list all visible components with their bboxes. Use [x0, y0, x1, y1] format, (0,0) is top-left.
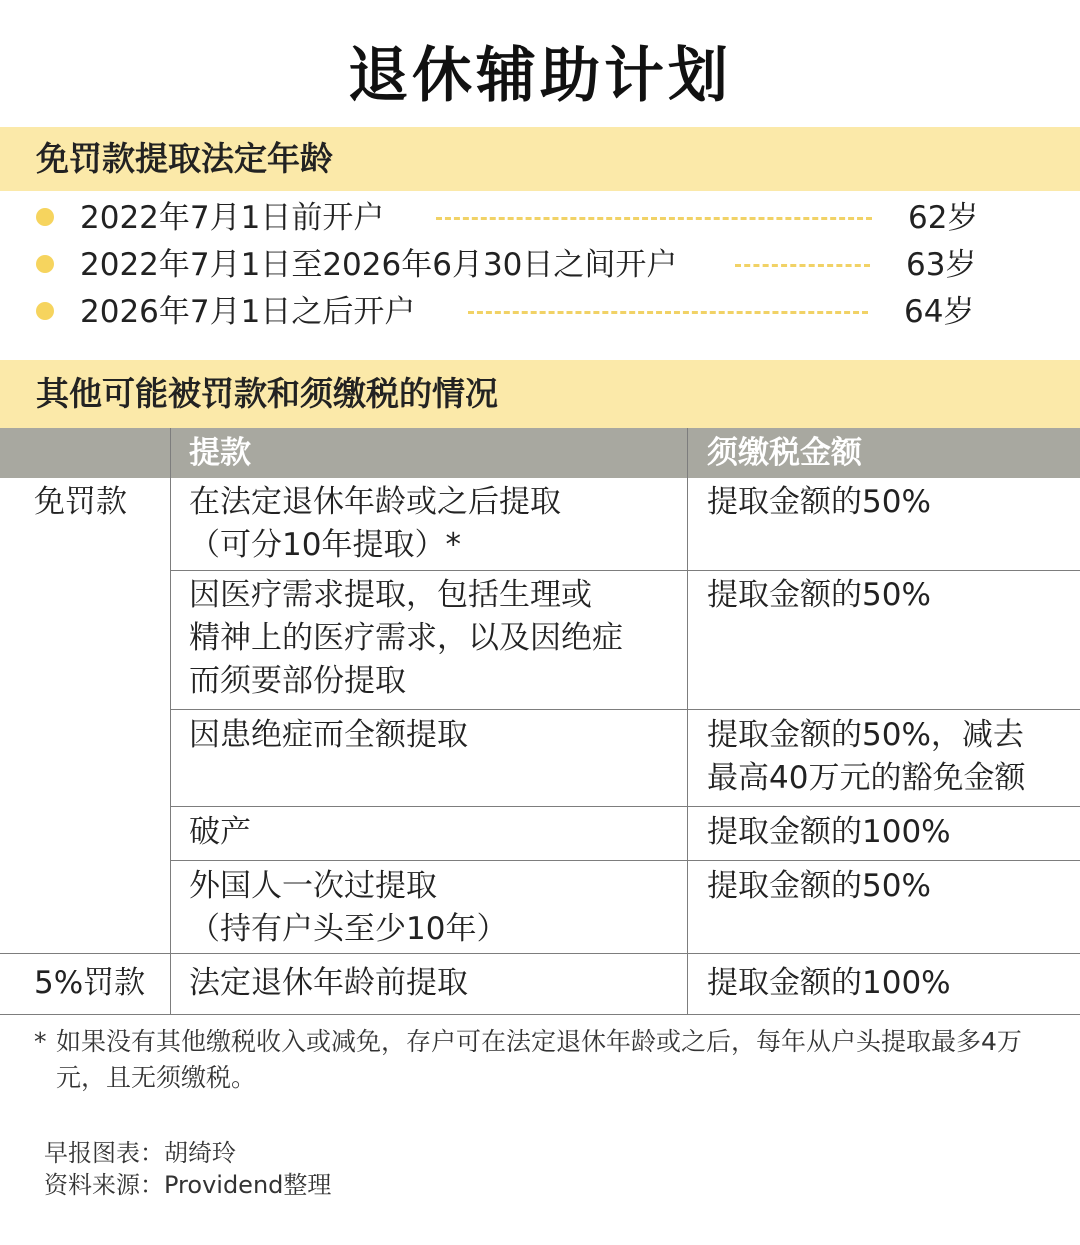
tax-line: 提取金额的100% — [707, 814, 951, 850]
withdrawal-cell — [189, 481, 561, 567]
dashed-leader — [436, 217, 872, 220]
bullet-icon — [36, 255, 54, 273]
age-value: 63岁 — [906, 247, 977, 283]
withdrawal-line: 精神上的医疗需求，以及因绝症 — [189, 620, 623, 656]
withdrawal-line: 在法定退休年龄或之后提取 — [189, 484, 561, 520]
age-row-label: 2026年7月1日之后开户 — [80, 294, 416, 330]
withdrawal-cell — [189, 714, 468, 757]
tax-line: 提取金额的50% — [707, 868, 931, 904]
withdrawal-line: 破产 — [189, 814, 251, 850]
footnote-text: 如果没有其他缴税收入或减免，存户可在法定退休年龄或之后，每年从户头提取最多4万元，且无须缴税。 — [56, 1027, 1022, 1092]
withdrawal-cell — [189, 962, 468, 1005]
tax-cell — [707, 865, 931, 908]
withdrawal-cell — [189, 811, 251, 854]
withdrawal-line: 因医疗需求提取，包括生理或 — [189, 577, 592, 613]
page-title: 退休辅助计划 — [348, 41, 732, 111]
bullet-icon — [36, 208, 54, 226]
withdrawal-line: 法定退休年龄前提取 — [189, 965, 468, 1001]
withdrawal-line: 因患绝症而全额提取 — [189, 717, 468, 753]
withdrawal-line: （可分10年提取）* — [189, 527, 461, 563]
row-divider — [170, 570, 1080, 571]
column-divider — [687, 428, 688, 1014]
row-divider — [0, 1014, 1080, 1015]
footnote-mark: * — [34, 1027, 47, 1056]
table-header — [0, 428, 1080, 478]
source-credit: 资料来源：Providend整理 — [44, 1171, 332, 1199]
tax-line: 提取金额的100% — [707, 965, 951, 1001]
tax-cell — [707, 714, 1025, 800]
tax-cell — [707, 574, 931, 617]
bullet-icon — [36, 302, 54, 320]
age-row — [0, 289, 1080, 335]
chart-credit: 早报图表：胡绮玲 — [44, 1139, 236, 1167]
withdrawal-line: 外国人一次过提取 — [189, 868, 437, 904]
age-value: 64岁 — [904, 294, 975, 330]
column-header-withdrawal: 提款 — [189, 435, 251, 471]
column-divider — [170, 428, 171, 1014]
age-row — [0, 242, 1080, 288]
tax-line: 提取金额的50%，减去 — [707, 717, 1024, 753]
row-divider — [0, 953, 1080, 954]
section-heading-ages: 免罚款提取法定年龄 — [0, 127, 1080, 191]
tax-cell — [707, 481, 931, 524]
row-divider — [170, 806, 1080, 807]
tax-cell — [707, 811, 951, 854]
category-label: 5%罚款 — [34, 965, 146, 1001]
dashed-leader — [468, 311, 868, 314]
tax-line: 提取金额的50% — [707, 577, 931, 613]
dashed-leader — [735, 264, 870, 267]
tax-cell — [707, 962, 951, 1005]
age-row-label: 2022年7月1日前开户 — [80, 200, 385, 236]
row-divider — [170, 860, 1080, 861]
category-label: 免罚款 — [34, 484, 127, 520]
section-heading-penalties: 其他可能被罚款和须缴税的情况 — [0, 360, 1080, 428]
tax-line: 提取金额的50% — [707, 484, 931, 520]
withdrawal-cell — [189, 865, 507, 951]
column-header-tax: 须缴税金额 — [707, 435, 862, 471]
withdrawal-line: （持有户头至少10年） — [189, 911, 508, 947]
withdrawal-line: 而须要部份提取 — [189, 663, 406, 699]
age-row-label: 2022年7月1日至2026年6月30日之间开户 — [80, 247, 678, 283]
withdrawal-cell — [189, 574, 623, 703]
tax-line: 最高40万元的豁免金额 — [707, 760, 1026, 796]
age-row — [0, 195, 1080, 241]
age-value: 62岁 — [908, 200, 979, 236]
row-divider — [170, 709, 1080, 710]
